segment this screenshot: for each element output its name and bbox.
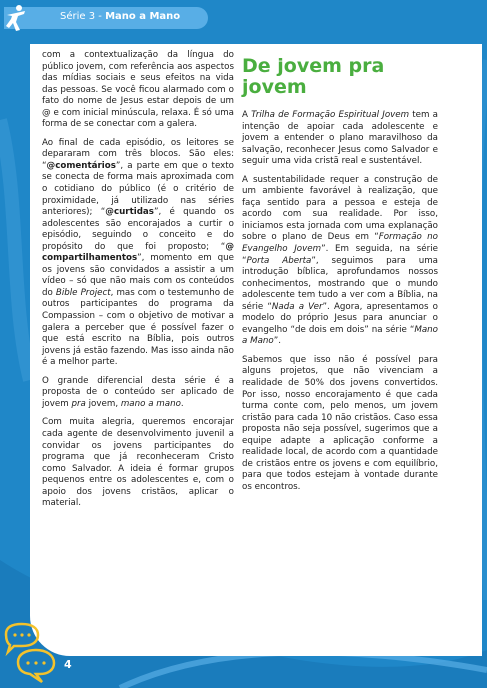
left-column (42, 50, 234, 517)
paragraph: O grande diferencial desta série é a proposta de o conteúdo ser aplicado de jovem pra jovem, mano a mano. (42, 375, 234, 409)
section-heading: De jovem pra jovem (242, 55, 385, 98)
series-prefix: Série 3 - (60, 11, 106, 22)
page-number: 4 (64, 658, 72, 671)
page-header (0, 0, 487, 42)
paragraph: com a contextualização da língua do público jovem, com referência aos aspectos das mídias sociais e seus efeitos na vida das pessoas. Se você ficou alarmado com o fato do nome de Jesus estar depois de um @ e com inicial minúscula, relaxa. É só uma forma de se conectar com a galera. (42, 50, 234, 130)
paragraph: Ao final de cada episódio, os leitores se depararam com três blocos. São eles: “@comentários”, a parte em que o texto se conecta de forma mais aproximada com o cotidiano do público (é o critério de proximidade, já utilizado nas séries anteriores); “@curtidas”, é quando os adolescentes são encorajados a curtir o episódio, seguindo o conceito e do propósito do que foi proposto; “@ compartilhamentos”, momento em que os jovens são convidados a assistir a um vídeo – só que não mais com os conteúdos do Bible Project, mas com o testemunho de outros participantes do programa da Compassion – com o objetivo de motivar a galera a perceber que é possível fazer o que está escrito na Bíblia, pois outros jovens já estão fazendo. Mas isso ainda não é a melhor parte. (42, 137, 234, 368)
speech-bubbles-icon (0, 622, 60, 688)
series-name: Mano a Mano (105, 11, 181, 22)
content-panel (30, 44, 482, 656)
paragraph: Sabemos que isso não é possível para alguns projetos, que não vivenciam a realidade de 50% dos jovens convertidos. Por isso, nosso encorajamento é que cada turma conte com, pelo menos, um jovem cristão para cada 10 não cristãos. Caso essa proposta não seja possível, sugerimos que a equipe adapte a aplicação conforme a realidade local, de acordo com a quantidade de cristãos entre os jovens e com equilíbrio, para que todos estejam à vontade durante os encontros. (242, 354, 438, 492)
right-column (242, 50, 438, 501)
paragraph: A sustentabilidade requer a construção de um ambiente favorável à realização, que faça sentido para a pessoa e esteja de acordo com sua realidade. Por isso, iniciamos esta jornada com uma explanação sobre o plano de Deus em “Formação no Evangelho Jovem”. Em seguida, na série “Porta Aberta”, seguimos para uma introdução bíblica, aprofundamos nossos conhecimentos, mostrando que o mundo adolescente tem tudo a ver com a Bíblia, na série “Nada a Ver”. Agora, apresentamos o modelo do próprio Jesus para anunciar o evangelho “de dois em dois” na série “Mano a Mano”. (242, 174, 438, 347)
series-title (60, 11, 180, 22)
jumping-person-logo-icon (4, 4, 28, 32)
paragraph: A Trilha de Formação Espiritual Jovem tem a intenção de apoiar cada adolescente e jovem a entender o plano maravilhoso da salvação, reconhecer Jesus como Salvador e seguir uma vida cristã real e sustentável. (242, 110, 438, 167)
paragraph: Com muita alegria, queremos encorajar cada agente de desenvolvimento juvenil a convidar os jovens participantes do programa que já reconheceram Cristo como Salvador. A ideia é formar grupos pequenos entre os adolescentes e, com o apoio dos jovens cristãos, aplicar o material. (42, 417, 234, 509)
